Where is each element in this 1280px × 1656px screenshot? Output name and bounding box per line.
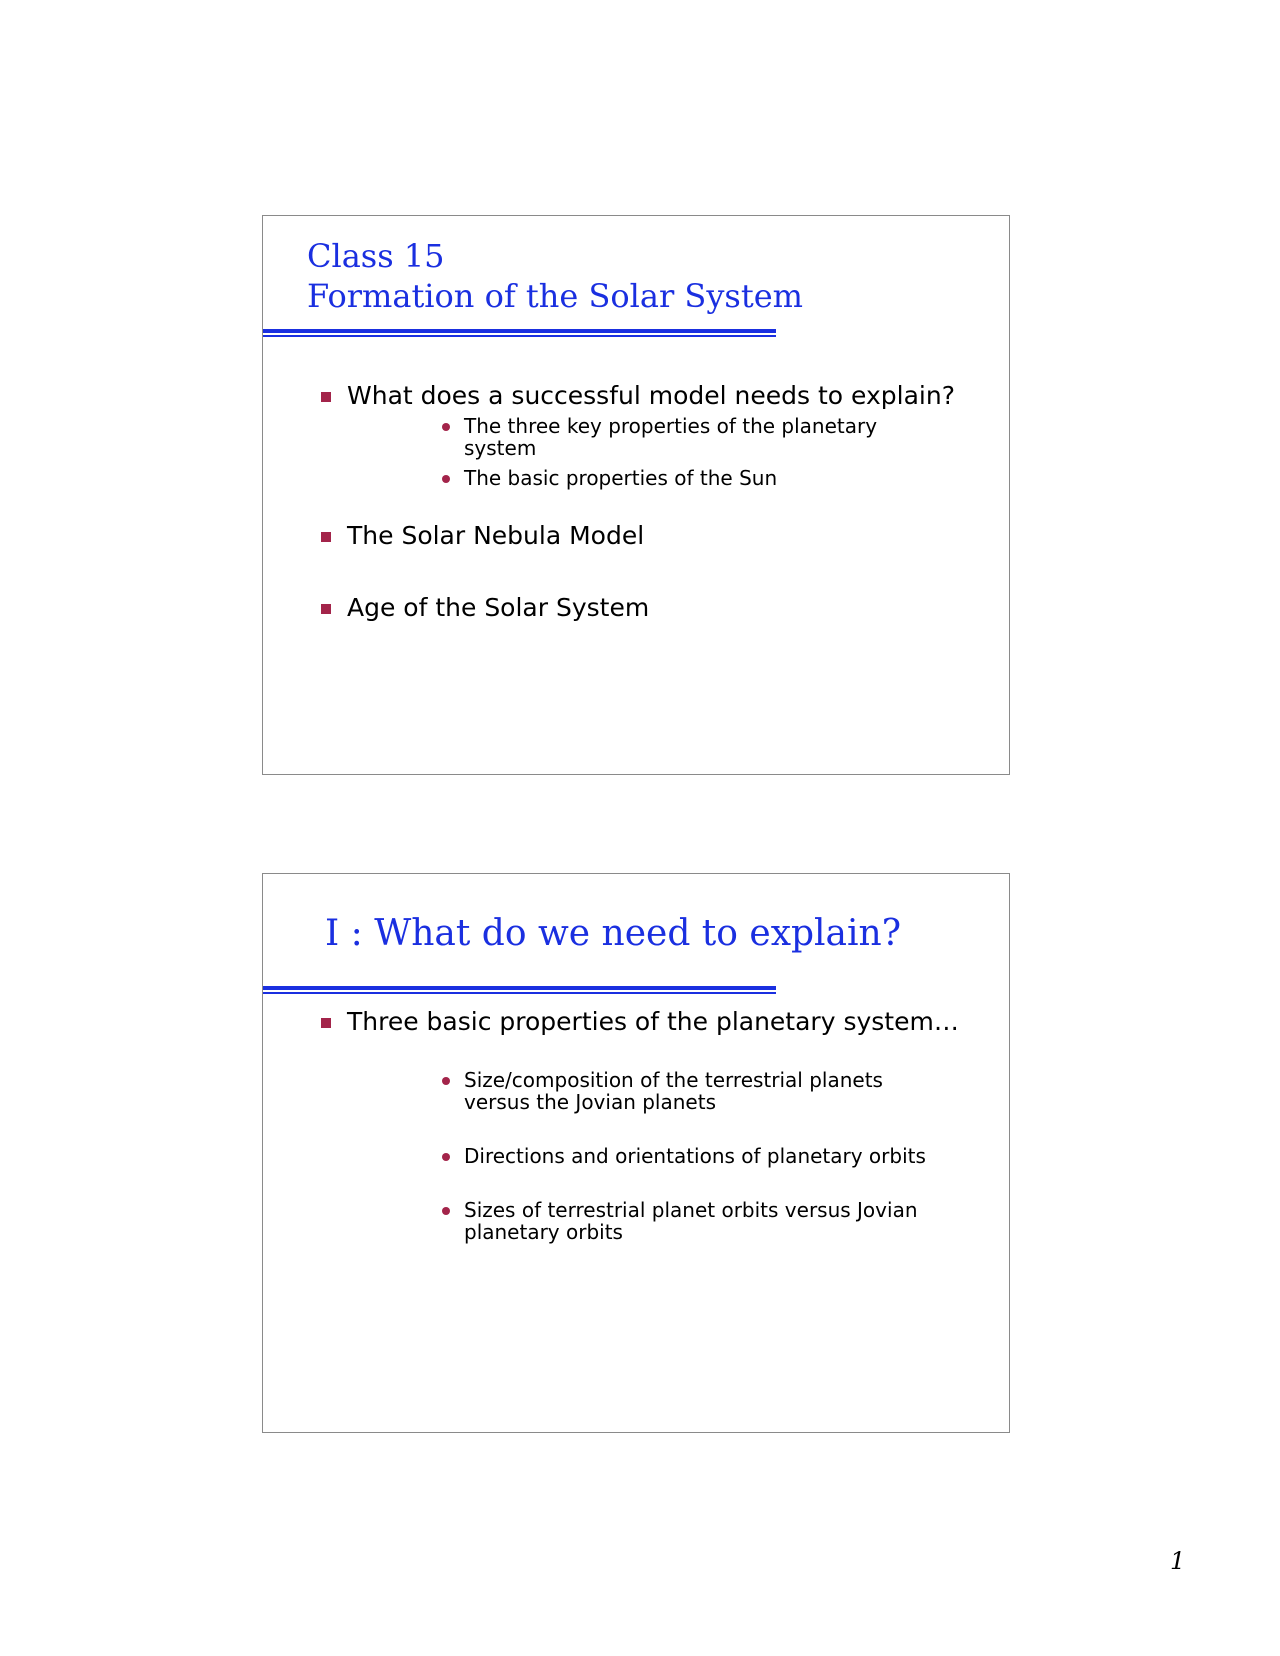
slide-1-title [307,236,803,316]
slide-2-bullet-list [263,1009,1009,1275]
slide-2-sub-bullet-3 [347,1199,979,1243]
slide-1-bullet-3 [263,595,1009,621]
slide-2-sub-bullet-1 [347,1069,979,1113]
slide-1-title-line-2: Formation of the Solar System [307,277,803,315]
bullet-text: What does a successful model needs to explain? [347,381,955,410]
sub-bullet-text: The three key properties of the planetary system [464,414,878,460]
slide-2 [262,873,1010,1433]
slide-1-sub-bullet-1 [347,415,979,459]
slide-2-title-rule [263,986,776,990]
square-bullet-icon [321,1018,331,1028]
round-bullet-icon [442,475,450,483]
slide-1-sub-list [347,415,979,489]
sub-bullet-text: Sizes of terrestrial planet orbits versus Jovian planetary orbits [464,1198,918,1244]
slide-1-bullet-1 [263,383,1009,489]
slide-1 [262,215,1010,775]
round-bullet-icon [442,1153,450,1161]
slide-1-sub-bullet-2 [347,467,979,489]
round-bullet-icon [442,1207,450,1215]
bullet-text: Age of the Solar System [347,593,650,622]
square-bullet-icon [321,392,331,402]
slide-2-sub-list [347,1069,979,1243]
bullet-text: Three basic properties of the planetary system… [347,1007,959,1036]
sub-bullet-text: The basic properties of the Sun [464,466,778,490]
round-bullet-icon [442,423,450,431]
slide-1-title-line-1: Class 15 [307,237,445,275]
slide-2-bullet-1 [263,1009,1009,1243]
square-bullet-icon [321,604,331,614]
slide-1-bullet-2 [263,523,1009,549]
square-bullet-icon [321,532,331,542]
slide-1-title-rule [263,329,776,333]
sub-bullet-text: Directions and orientations of planetary orbits [464,1144,926,1168]
page-number: 1 [1170,1547,1186,1575]
slide-2-sub-bullet-2 [347,1145,979,1167]
slide-1-bullet-list [263,383,1009,621]
sub-bullet-text: Size/composition of the terrestrial planets versus the Jovian planets [464,1068,883,1114]
slide-2-title: I : What do we need to explain? [325,913,902,954]
bullet-text: The Solar Nebula Model [347,521,645,550]
round-bullet-icon [442,1077,450,1085]
